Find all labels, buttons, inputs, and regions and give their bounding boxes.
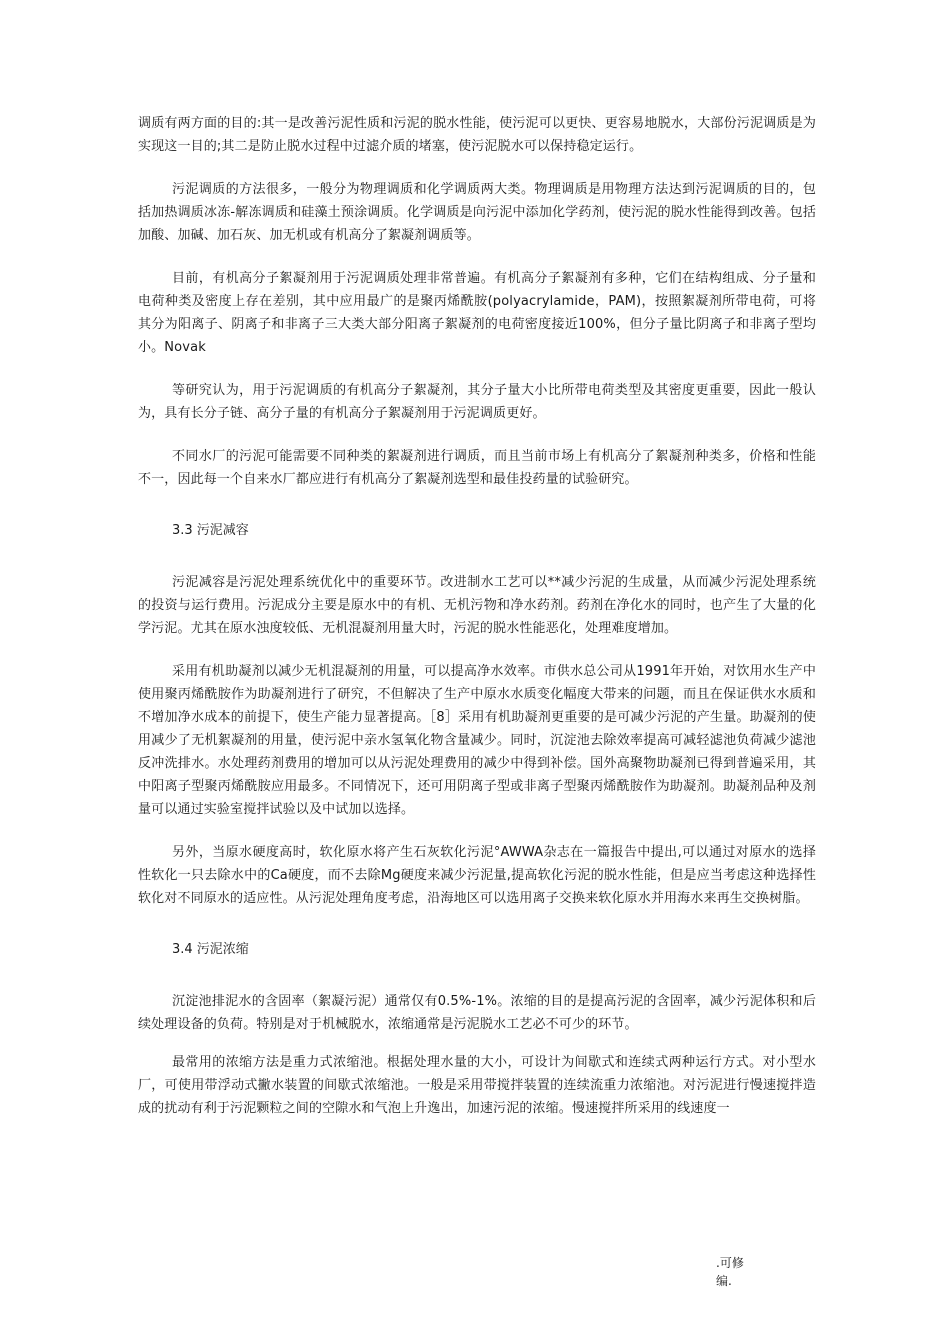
- paragraph-organic-flocculants: 目前，有机高分子絮凝剂用于污泥调质处理非常普遍。有机高分子絮凝剂有多种，它们在结构组成、分子量和电荷种类及密度上存在差别，其中应用最广的是聚丙烯酰胺(polyacrylamide，PAM)，按照絮凝剂所带电荷，可将其分为阳离子、阴离子和非离子三大类大部分阳离子絮凝剂的电荷密度接近100%，但分子量比阴离子和非离子型均小。Novak: [138, 271, 816, 355]
- paragraph-molecular-weight: 等研究认为，用于污泥调质的有机高分子絮凝剂，其分子量大小比所带电荷类型及其密度更重要，因此一般认为，具有长分子链、高分子量的有机高分子絮凝剂用于污泥调质更好。: [138, 383, 816, 421]
- paragraph-selective-softening: 另外，当原水硬度高时，软化原水将产生石灰软化污泥°AWWA杂志在一篇报告中提出,可以通过对原水的选择性软化一只去除水中的Ca硬度，而不去除Mg硬度来减少污泥量,提高软化污泥的脱水性能，但是应当考虑这种选择性软化对不同原水的适应性。从污泥处理角度考虑，沿海地区可以选用离子交换来软化原水并用海水来再生交换树脂。: [138, 845, 816, 906]
- footer-line-1: .可修: [716, 1256, 744, 1270]
- paragraph-coagulant-aid: 采用有机助凝剂以减少无机混凝剂的用量，可以提高净水效率。市供水总公司从1991年开始，对饮用水生产中使用聚丙烯酰胺作为助凝剂进行了研究，不但解决了生产中原水水质变化幅度大带来的问题，而且在保证供水水质和不增加净水成本的前提下，使生产能力显著提高。［8］采用有机助凝剂更重要的是可减少污泥的产生量。助凝剂的使用减少了无机絮凝剂的用量，使污泥中亲水氢氧化物含量减少。同时，沉淀池去除效率提高可减轻滤池负荷减少滤池反冲洗排水。水处理药剂费用的增加可以从污泥处理费用的减少中得到补偿。国外高聚物助凝剂已得到普遍采用，其中阳离子型聚丙烯酰胺应用最多。不同情况下，还可用阴离子型或非离子型聚丙烯酰胺作为助凝剂。助凝剂品种及剂量可以通过实验室搅拌试验以及中试加以选择。: [138, 664, 816, 817]
- section-heading-3-3: 3.3 污泥减容: [172, 523, 249, 538]
- paragraph-thickening-purpose: 沉淀池排泥水的含固率（絮凝污泥）通常仅有0.5%-1%。浓缩的目的是提高污泥的含固率，减少污泥体积和后续处理设备的负荷。特别是对于机械脱水，浓缩通常是污泥脱水工艺必不可少的环节。: [138, 994, 816, 1032]
- footer-line-2: 编.: [716, 1274, 732, 1288]
- section-heading-3-4: 3.4 污泥浓缩: [172, 942, 249, 957]
- paragraph-gravity-thickener: 最常用的浓缩方法是重力式浓缩池。根据处理水量的大小，可设计为间歇式和连续式两种运行方式。对小型水厂，可使用带浮动式撇水装置的间歇式浓缩池。一般是采用带搅拌装置的连续流重力浓缩池。对污泥进行慢速搅拌造成的扰动有利于污泥颗粒之间的空隙水和气泡上升逸出，加速污泥的浓缩。慢速搅拌所采用的线速度一: [138, 1055, 816, 1116]
- paragraph-conditioning-methods: 污泥调质的方法很多，一般分为物理调质和化学调质两大类。物理调质是用物理方法达到污泥调质的目的，包括加热调质冰冻-解冻调质和硅藻土预涂调质。化学调质是向污泥中添加化学药剂，使污泥的脱水性能得到改善。包括加酸、加碱、加石灰、加无机或有机高分了絮凝剂调质等。: [138, 182, 816, 243]
- page-footer-note: [716, 1254, 744, 1290]
- document-body: [138, 112, 816, 1120]
- paragraph-conditioning-purpose: 调质有两方面的目的:其一是改善污泥性质和污泥的脱水性能，使污泥可以更快、更容易地脱水，大部份污泥调质是为实现这一目的;其二是防止脱水过程中过滤介质的堵塞，使污泥脱水可以保持稳定运行。: [138, 116, 816, 154]
- paragraph-sludge-reduction: 污泥减容是污泥处理系统优化中的重要环节。改进制水工艺可以**减少污泥的生成量，从而减少污泥处理系统的投资与运行费用。污泥成分主要是原水中的有机、无机污物和净水药剂。药剂在净化水的同时，也产生了大量的化学污泥。尤其在原水浊度较低、无机混凝剂用量大时，污泥的脱水性能恶化，处理难度增加。: [138, 575, 816, 636]
- paragraph-flocculant-selection: 不同水厂的污泥可能需要不同种类的絮凝剂进行调质，而且当前市场上有机高分了絮凝剂种类多，价格和性能不一，因此每一个自来水厂都应进行有机高分了絮凝剂选型和最佳投药量的试验研究。: [138, 449, 816, 487]
